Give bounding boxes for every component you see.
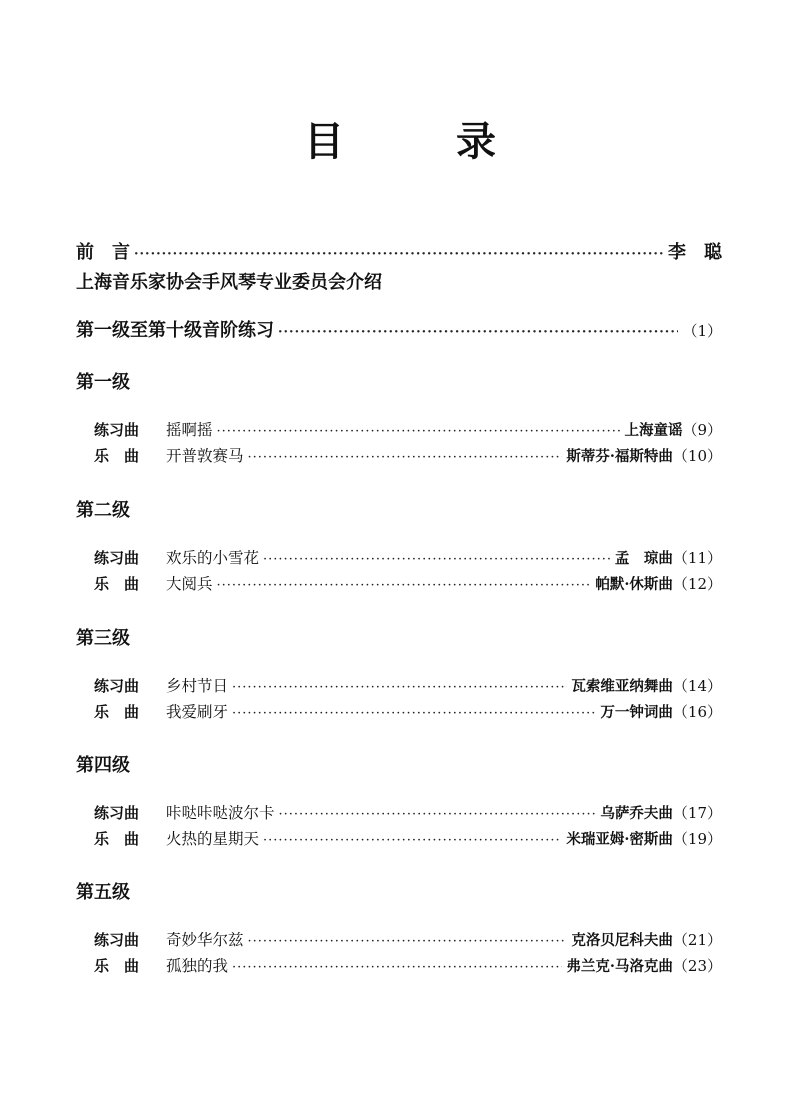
entry-title: 前 言 — [76, 242, 130, 263]
entry-title: 火热的星期天 — [166, 830, 260, 848]
leader-dots — [279, 807, 597, 822]
toc-entry[interactable] — [94, 928, 722, 950]
level-heading: 第四级 — [76, 755, 130, 776]
entry-composer: 上海童谣 — [624, 422, 683, 439]
level-heading: 第三级 — [76, 628, 130, 649]
entry-title: 上海音乐家协会手风琴专业委员会介绍 — [76, 272, 382, 293]
leader-dots — [248, 934, 568, 949]
entry-page: （14） — [672, 677, 722, 695]
leader-dots — [232, 706, 596, 721]
entry-page: （17） — [672, 804, 722, 822]
entry-page: （19） — [672, 830, 722, 848]
entry-kind: 乐 曲 — [94, 703, 140, 721]
level-heading: 第五级 — [76, 882, 130, 903]
entry-title: 我爱刷牙 — [166, 703, 229, 721]
entry-composer: 孟 琼曲 — [614, 550, 673, 567]
entry-title: 咔哒咔哒波尔卡 — [166, 804, 275, 822]
entry-kind: 乐 曲 — [94, 447, 140, 465]
toc-entry-scales[interactable] — [76, 316, 722, 342]
entry-kind: 练习曲 — [94, 931, 140, 949]
leader-dots — [134, 247, 664, 262]
entry-title: 摇啊摇 — [166, 421, 213, 439]
entry-title: 第一级至第十级音阶练习 — [76, 320, 274, 341]
leader-dots — [217, 578, 592, 593]
entry-kind: 乐 曲 — [94, 575, 140, 593]
entry-kind: 练习曲 — [94, 804, 140, 822]
entry-composer: 斯蒂芬·福斯特曲 — [566, 448, 673, 465]
entry-kind: 练习曲 — [94, 421, 140, 439]
leader-dots — [217, 424, 621, 439]
toc-entry[interactable] — [94, 700, 722, 722]
toc-entry[interactable] — [94, 444, 722, 466]
entry-page: （12） — [672, 575, 722, 593]
entry-kind: 练习曲 — [94, 549, 140, 567]
entry-page: （23） — [672, 957, 722, 975]
entry-title: 乡村节日 — [166, 677, 229, 695]
leader-dots — [232, 680, 567, 695]
entry-composer: 乌萨乔夫曲 — [600, 805, 673, 822]
level-heading: 第一级 — [76, 372, 130, 393]
toc-entry[interactable] — [94, 801, 722, 823]
entry-composer: 帕默·休斯曲 — [595, 576, 673, 593]
leader-dots — [263, 833, 562, 848]
entry-page: （11） — [672, 549, 722, 567]
level-heading: 第二级 — [76, 500, 130, 521]
entry-title: 开普敦赛马 — [166, 447, 244, 465]
entry-kind: 乐 曲 — [94, 830, 140, 848]
entry-author: 李 聪 — [668, 242, 722, 263]
toc-entry[interactable] — [94, 572, 722, 594]
toc-entry-preface[interactable] — [76, 238, 722, 264]
page-title: 目 录 — [304, 118, 532, 165]
entry-page: （10） — [672, 447, 722, 465]
toc-entry[interactable] — [94, 674, 722, 696]
toc-entry[interactable] — [94, 546, 722, 568]
entry-composer: 克洛贝尼科夫曲 — [571, 932, 673, 949]
entry-composer: 万一钟词曲 — [600, 704, 673, 721]
entry-title: 欢乐的小雪花 — [166, 549, 260, 567]
entry-page: （1） — [682, 322, 722, 340]
entry-title: 孤独的我 — [166, 957, 229, 975]
leader-dots — [263, 552, 611, 567]
toc-entry[interactable] — [94, 954, 722, 976]
entry-composer: 瓦索维亚纳舞曲 — [571, 678, 673, 695]
leader-dots — [278, 325, 678, 340]
toc-entry-association-intro[interactable] — [76, 268, 722, 294]
entry-kind: 练习曲 — [94, 677, 140, 695]
leader-dots — [248, 450, 563, 465]
entry-page: （16） — [672, 703, 722, 721]
toc-entry[interactable] — [94, 418, 722, 440]
entry-title: 奇妙华尔兹 — [166, 931, 244, 949]
entry-composer: 弗兰克·马洛克曲 — [566, 958, 673, 975]
entry-title: 大阅兵 — [166, 575, 213, 593]
leader-dots — [232, 960, 562, 975]
entry-page: （21） — [672, 931, 722, 949]
entry-page: （9） — [682, 421, 722, 439]
entry-kind: 乐 曲 — [94, 957, 140, 975]
toc-entry[interactable] — [94, 827, 722, 849]
entry-composer: 米瑞亚姆·密斯曲 — [566, 831, 673, 848]
